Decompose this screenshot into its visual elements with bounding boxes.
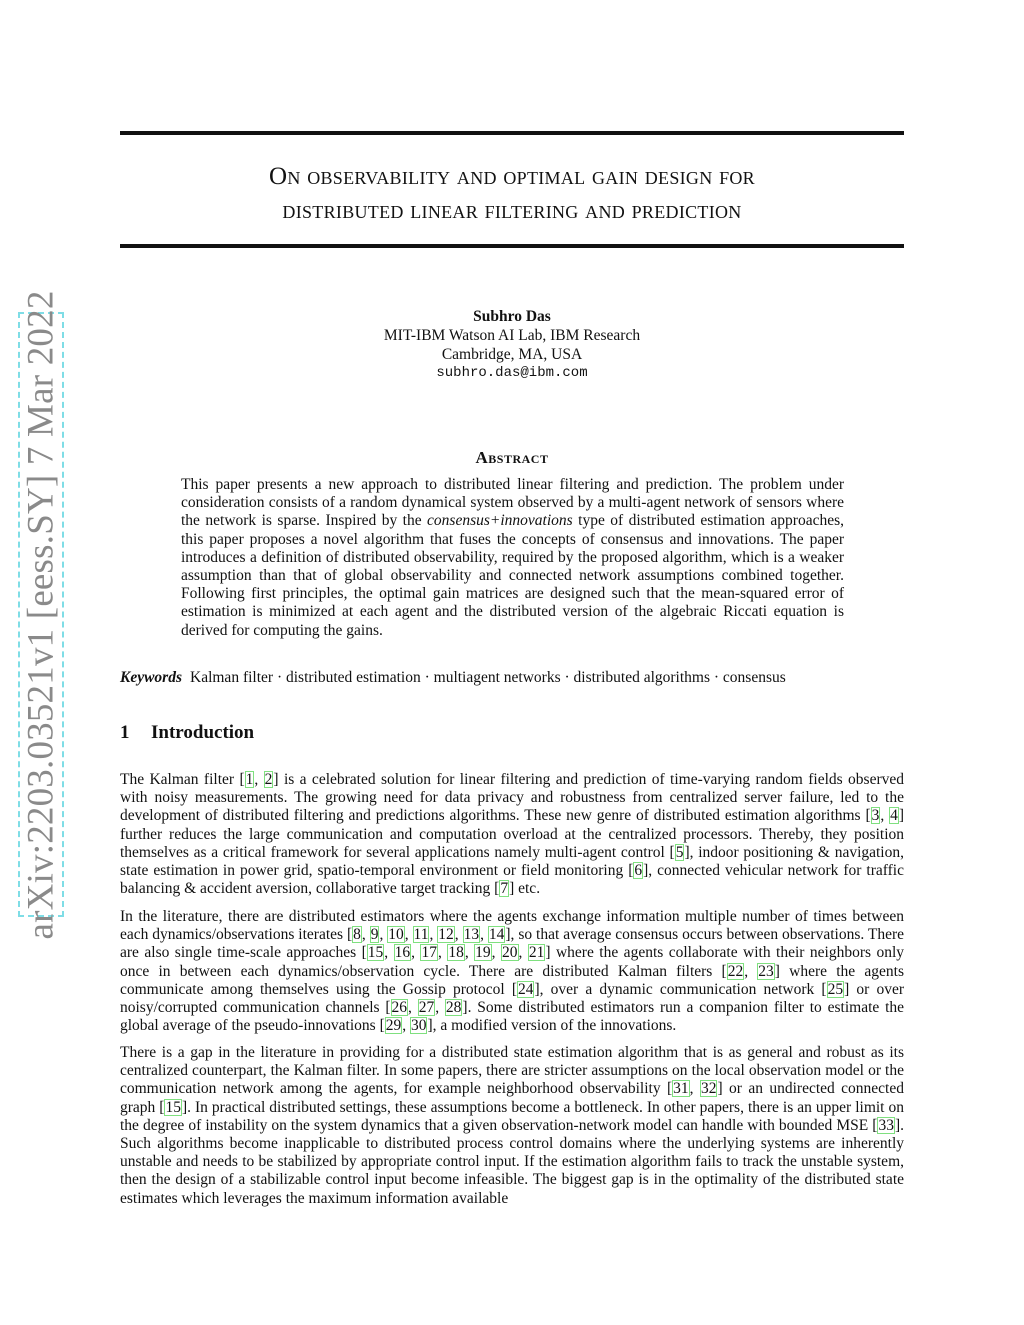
abstract-body	[181, 476, 844, 640]
citation-link[interactable]: 5	[675, 843, 684, 861]
citation-link[interactable]: 23	[758, 962, 774, 980]
author-affiliation: MIT-IBM Watson AI Lab, IBM Research	[383, 327, 641, 344]
intro-paragraph-2: In the literature, there are distributed estimators where the agents exchange information multiple number of times between each dynamics/observations iterates [8, 9, 10, 11, 12, 13, 14], so that average consensus occurs between observations. There are also single time-scale approaches [15, 16, 17, 18, 19, 20, 21] where the agents collaborate with their neighbors only once in between each dynamics/observation cycle. There are distributed Kalman filters [22, 23] where the agents communicate among themselves using the Gossip protocol [24], over a dynamic communication network [25] or over noisy/corrupted communication channels [26, 27, 28]. Some distributed estimators run a companion filter to estimate the global average of the pseudo-innovations [29, 30], a modified version of the innovations.	[120, 908, 905, 1035]
abstract-text-2: type of distributed estimation approaches, this paper proposes a novel algorithm that fuses the concepts of consensus and innovations. The paper introduces a definition of distributed observability, required by the proposed algorithm, which is a weaker assumption than that of global observability and connected network assumptions combined together. Following first principles, the optimal gain matrices are designed such that the mean-squared error of estimation is minimized at each agent and the distributed version of the algebraic Riccati equation is derived for computing the gains.	[181, 512, 844, 639]
abstract-heading: Abstract	[475, 448, 549, 467]
citation-link[interactable]: 18	[448, 944, 464, 962]
citation-link[interactable]: 17	[421, 944, 437, 962]
intro-paragraph-3: There is a gap in the literature in providing for a distributed state estimation algorithm that is as general and robust as its centralized counterpart, the Kalman filter. In some papers, there are stricter assumptions on the local observation model or the communication network among the agents, for example neighborhood observability [31, 32] or an undirected connected graph [15]. In practical distributed settings, these assumptions become a bottleneck. In other papers, there is an upper limit on the degree of instability on the system dynamics that a given observation-network model can handle with bounded MSE [33]. Such algorithms become inapplicable to distributed process control domains where the underlying systems are inherently unstable and needs to be stabilized by appropriate control input. If the estimation algorithm fails to track the unstable system, then the design of a stabilizable control input become infeasible. The biggest gap is in the optimality of the distributed state estimates which leverages the maximum information available	[120, 1044, 904, 1207]
citation-link[interactable]: 28	[445, 999, 462, 1017]
citation-link[interactable]: 20	[502, 944, 518, 962]
citation-link[interactable]: 11	[413, 926, 429, 944]
abstract-text-1: This paper presents a new approach to distributed linear filtering and prediction. The problem under consideration consists of a random dynamical system observed by a multi-agent network of sensors where the network is sparse. Inspired by the	[181, 476, 844, 530]
citation-link[interactable]: 3	[871, 807, 880, 825]
abstract-emphasis: consensus+innovations	[427, 512, 573, 530]
title-line-2: distributed linear filtering and prediction	[282, 197, 742, 224]
citation-link[interactable]: 7	[500, 880, 509, 898]
citation-link[interactable]: 16	[394, 944, 411, 962]
author-email[interactable]: subhro.das@ibm.com	[436, 365, 588, 381]
citation-link[interactable]: 6	[634, 862, 643, 880]
citation-link[interactable]: 14	[488, 926, 505, 944]
citation-link[interactable]: 12	[438, 926, 454, 944]
citation-link[interactable]: 26	[391, 999, 408, 1017]
title-top-rule	[120, 131, 904, 135]
section-title: Introduction	[151, 722, 255, 743]
citation-link[interactable]: 30	[410, 1017, 427, 1035]
citation-link[interactable]: 32	[700, 1080, 717, 1098]
citation-link[interactable]: 10	[388, 926, 404, 944]
intro-paragraph-1: The Kalman filter [1, 2] is a celebrated solution for linear filtering and prediction of time-varying random fields observed with noisy measurements. The growing need for data privacy and robustness from centralized server failure, led to the development of distributed filtering and predictions algorithms. These new genre of distributed estimation algorithms [3, 4] further reduces the large communication and computation overload at the centralized processors. Thereby, they position themselves as a critical framework for several applications namely multi-agent control [5], indoor positioning & navigation, state estimation in power grid, spatio-temporal environment or field monitoring [6], connected vehicular network for traffic balancing & accident aversion, collaborative target tracking [7] etc.	[120, 771, 904, 898]
author-name: Subhro Das	[473, 308, 551, 325]
section-number: 1	[120, 722, 130, 743]
author-block	[120, 307, 904, 383]
title-bottom-rule	[120, 244, 904, 248]
citation-link[interactable]: 15	[367, 944, 384, 962]
citation-link[interactable]: 13	[463, 926, 480, 944]
citation-link[interactable]: 22	[727, 962, 744, 980]
keywords-line	[120, 668, 904, 687]
arxiv-stamp-text: arXiv:2203.03521v1 [eess.SY] 7 Mar 2022	[20, 289, 62, 940]
citation-link[interactable]: 4	[890, 807, 898, 825]
keywords-label: Keywords	[120, 669, 182, 686]
citation-link[interactable]: 29	[385, 1017, 402, 1035]
citation-link[interactable]: 8	[353, 926, 361, 944]
citation-link[interactable]: 31	[673, 1080, 689, 1098]
citation-link[interactable]: 1	[245, 771, 254, 788]
citation-link[interactable]: 33	[878, 1116, 894, 1134]
citation-link[interactable]: 21	[528, 944, 545, 962]
citation-link[interactable]: 19	[475, 944, 491, 962]
paper-title	[120, 160, 904, 228]
keywords-text: Kalman filter · distributed estimation · multiagent networks · distributed algorithms · consensus	[190, 669, 786, 686]
citation-link[interactable]: 25	[827, 980, 844, 998]
title-line-1: On observability and optimal gain design for	[269, 163, 755, 190]
citation-link[interactable]: 15	[165, 1098, 181, 1116]
citation-link[interactable]: 9	[370, 926, 379, 944]
citation-link[interactable]: 27	[418, 999, 435, 1017]
section-heading	[120, 722, 254, 744]
arxiv-stamp[interactable]	[18, 289, 64, 940]
citation-link[interactable]: 2	[264, 771, 273, 788]
author-location: Cambridge, MA, USA	[441, 346, 583, 363]
citation-link[interactable]: 24	[517, 980, 534, 998]
